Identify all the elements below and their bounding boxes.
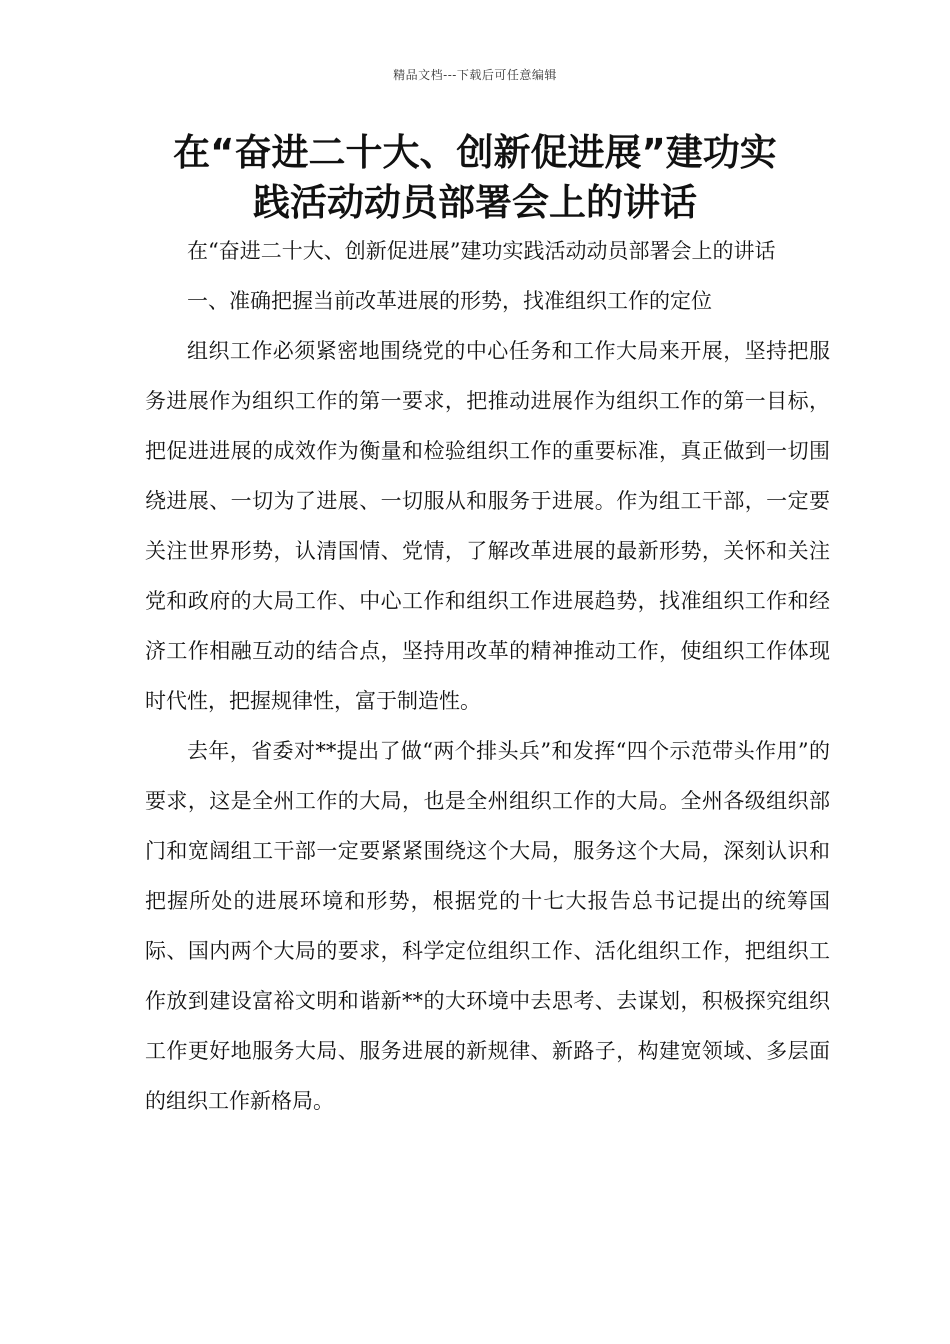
- paragraph-body-1: 组织工作必须紧密地围绕党的中心任务和工作大局来开展，坚持把服务进展作为组织工作的第一要求，把推动进展作为组织工作的第一目标，把促进进展的成效作为衡量和检验组织工作的重要标准，真正做到一切围绕进展、一切为了进展、一切服从和服务于进展。作为组工干部，一定要关注世界形势，认清国情、党情，了解改革进展的最新形势，关怀和关注党和政府的大局工作、中心工作和组织工作进展趋势，找准组织工作和经济工作相融互动的结合点，坚持用改革的精神推动工作，使组织工作体现时代性，把握规律性，富于制造性。: [145, 339, 830, 713]
- title-line-2: 践活动动员部署会上的讲话: [253, 181, 697, 224]
- header-note: 精品文档---下载后可任意编辑: [393, 68, 557, 82]
- paragraph-body-2: 去年，省委对**提出了做“两个排头兵”和发挥“四个示范带头作用”的要求，这是全州工作的大局，也是全州组织工作的大局。全州各级组织部门和宽阔组工干部一定要紧紧围绕这个大局，服务这个大局，深刻认识和把握所处的进展环境和形势，根据党的十七大报告总书记提出的统筹国际、国内两个大局的要求，科学定位组织工作、活化组织工作，把组织工作放到建设富裕文明和谐新**的大环境中去思考、去谋划，积极探究组织工作更好地服务大局、服务进展的新规律、新路子，构建宽领域、多层面的组织工作新格局。: [145, 739, 830, 1113]
- document-title: [120, 128, 830, 228]
- paragraph-section-heading: 一、准确把握当前改革进展的形势，找准组织工作的定位: [187, 289, 712, 313]
- title-line-1: 在“奋进二十大、创新促进展”建功实: [173, 131, 777, 174]
- document-body: [145, 226, 830, 1126]
- paragraph-subtitle: 在“奋进二十大、创新促进展”建功实践活动动员部署会上的讲话: [187, 239, 776, 263]
